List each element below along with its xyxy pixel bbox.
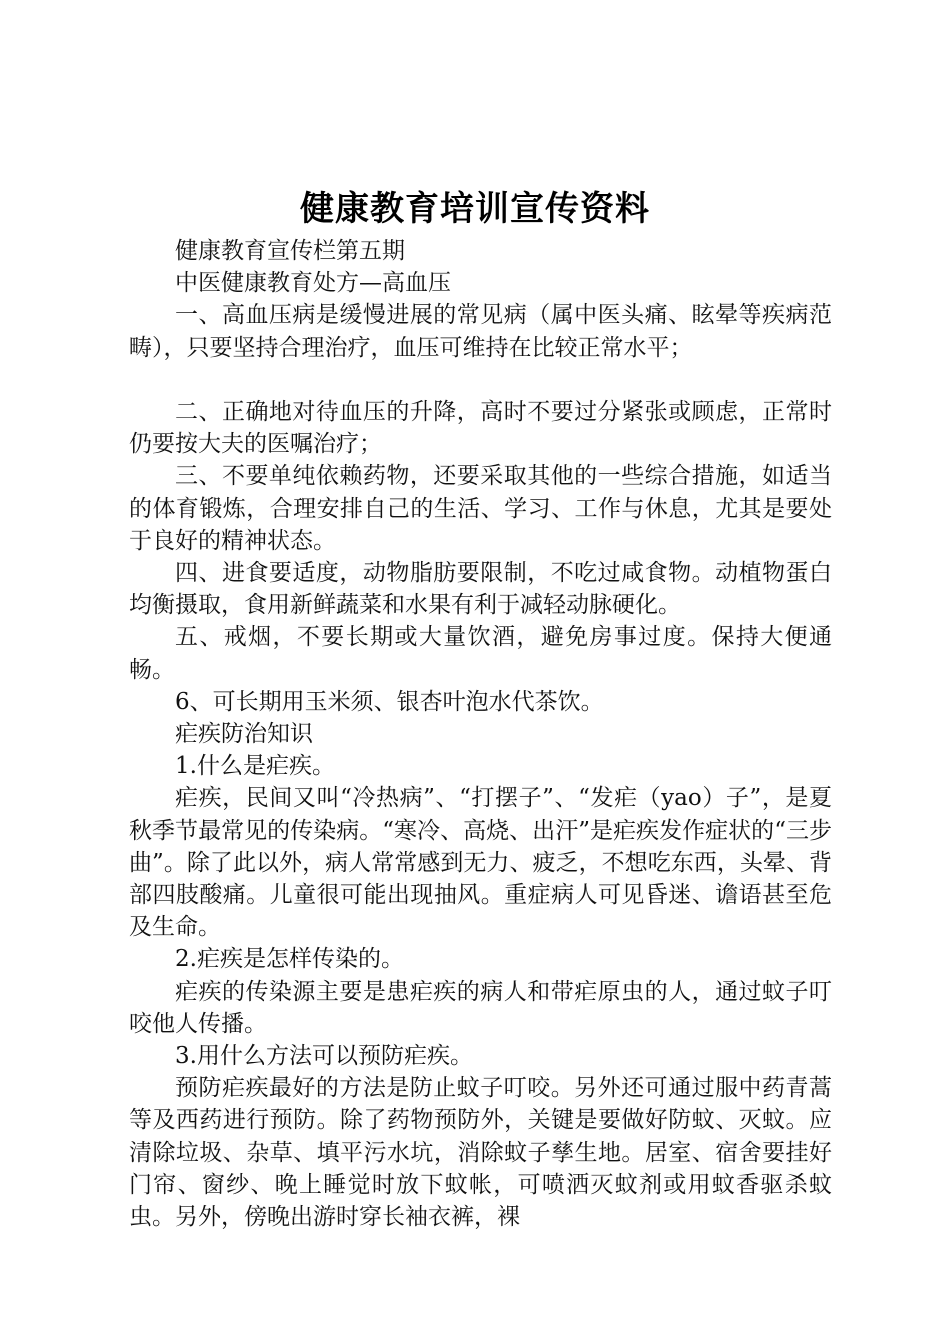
paragraph: 疟疾，民间又叫“冷热病”、“打摆子”、“发疟（yao）子”，是夏秋季节最常见的传染病。“寒冷、高烧、出汗”是疟疾发作症状的“三步曲”。除了此以外，病人常常感到无力、疲乏，不想吃东西，头晕、背部四肢酸痛。儿童很可能出现抽风。重症病人可见昏迷、谵语甚至危及生命。 <box>129 785 832 941</box>
paragraph: 6、可长期用玉米须、银杏叶泡水代茶饮。 <box>175 688 604 715</box>
document-body <box>129 235 832 1233</box>
paragraph: 三、不要单纯依赖药物，还要采取其他的一些综合措施，如适当的体育锻炼，合理安排自己的生活、学习、工作与休息，尤其是要处于良好的精神状态。 <box>129 463 832 554</box>
paragraph: 二、正确地对待血压的升降，高时不要过分紧张或顾虑，正常时仍要按大夫的医嘱治疗； <box>129 399 832 458</box>
blank-line <box>129 364 832 396</box>
question-heading: 3.用什么方法可以预防疟疾。 <box>175 1043 473 1070</box>
paragraph: 五、戒烟，不要长期或大量饮酒，避免房事过度。保持大便通畅。 <box>129 624 832 683</box>
section-heading: 疟疾防治知识 <box>175 721 313 748</box>
document-title: 健康教育培训宣传资料 <box>300 189 650 229</box>
paragraph: 一、高血压病是缓慢进展的常见病（属中医头痛、眩晕等疾病范畴），只要坚持合理治疗，血压可维持在比较正常水平； <box>129 302 832 361</box>
question-heading: 2.疟疾是怎样传染的。 <box>175 946 404 973</box>
paragraph: 疟疾的传染源主要是患疟疾的病人和带疟原虫的人，通过蚊子叮咬他人传播。 <box>129 978 832 1037</box>
question-heading: 1.什么是疟疾。 <box>175 753 335 780</box>
paragraph: 预防疟疾最好的方法是防止蚊子叮咬。另外还可通过服中药青蒿等及西药进行预防。除了药物预防外，关键是要做好防蚊、灭蚊。应清除垃圾、杂草、填平污水坑，消除蚊子孳生地。居室、宿舍要挂好门帘、窗纱、晚上睡觉时放下蚊帐，可喷洒灭蚊剂或用蚊香驱杀蚊虫。另外，傍晚出游时穿长袖衣裤，裸 <box>129 1075 832 1231</box>
paragraph: 四、进食要适度，动物脂肪要限制，不吃过咸食物。动植物蛋白均衡摄取，食用新鲜蔬菜和水果有利于减轻动脉硬化。 <box>129 560 832 619</box>
paragraph: 中医健康教育处方—高血压 <box>175 270 451 297</box>
paragraph: 健康教育宣传栏第五期 <box>175 238 405 264</box>
